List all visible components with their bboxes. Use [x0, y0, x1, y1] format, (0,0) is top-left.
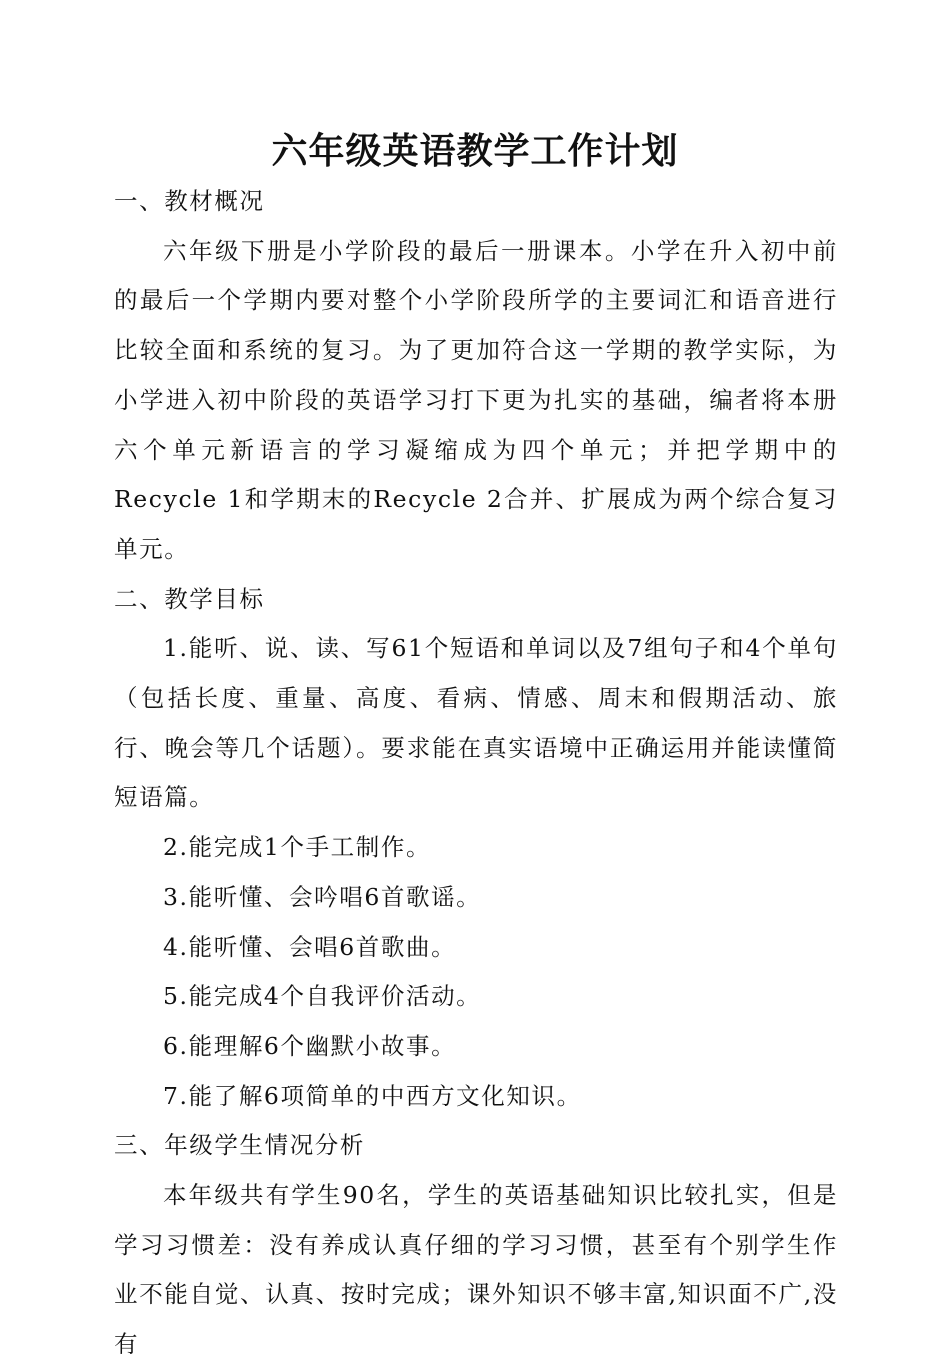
section-heading-students: 三、年级学生情况分析: [114, 1131, 365, 1160]
section-heading-materials: 一、教材概况: [114, 187, 265, 215]
goal-item-4: 4.能听懂、会唱6首歌曲。: [163, 932, 457, 961]
goal-item-1: 1.能听、说、读、写61个短语和单词以及7组句子和4个单句（包括长度、重量、高度、看病、情感、周末和假期活动、旅行、晚会等几个话题）。要求能在真实语境中正确运用并能读懂简短语篇。: [114, 634, 838, 812]
goal-item-7: 7.能了解6项简单的中西方文化知识。: [163, 1081, 582, 1110]
paragraph-student-analysis: 本年级共有学生90名，学生的英语基础知识比较扎实，但是学习习惯差：没有养成认真仔细的学习习惯，甚至有个别学生作业不能自觉、认真、按时完成；课外知识不够丰富,知识面不广,没有: [114, 1181, 838, 1359]
goal-item-2: 2.能完成1个手工制作。: [163, 833, 432, 862]
section-heading-goals: 二、教学目标: [114, 584, 265, 613]
goal-item-6: 6.能理解6个幽默小故事。: [163, 1031, 457, 1060]
goal-item-3: 3.能听懂、会吟唱6首歌谣。: [163, 882, 482, 911]
document-body: [114, 177, 838, 1370]
document-title: 六年级英语教学工作计划: [271, 130, 679, 172]
paragraph-materials-overview: 六年级下册是小学阶段的最后一册课本。小学在升入初中前的最后一个学期内要对整个小学阶段所学的主要词汇和语音进行比较全面和系统的复习。为了更加符合这一学期的教学实际，为小学进入初中阶段的英语学习打下更为扎实的基础，编者将本册六个单元新语言的学习凝缩成为四个单元；并把学期中的Recycle 1和学期末的Recycle 2合并、扩展成为两个综合复习单元。: [114, 236, 838, 563]
goal-item-5: 5.能完成4个自我评价活动。: [163, 982, 482, 1011]
